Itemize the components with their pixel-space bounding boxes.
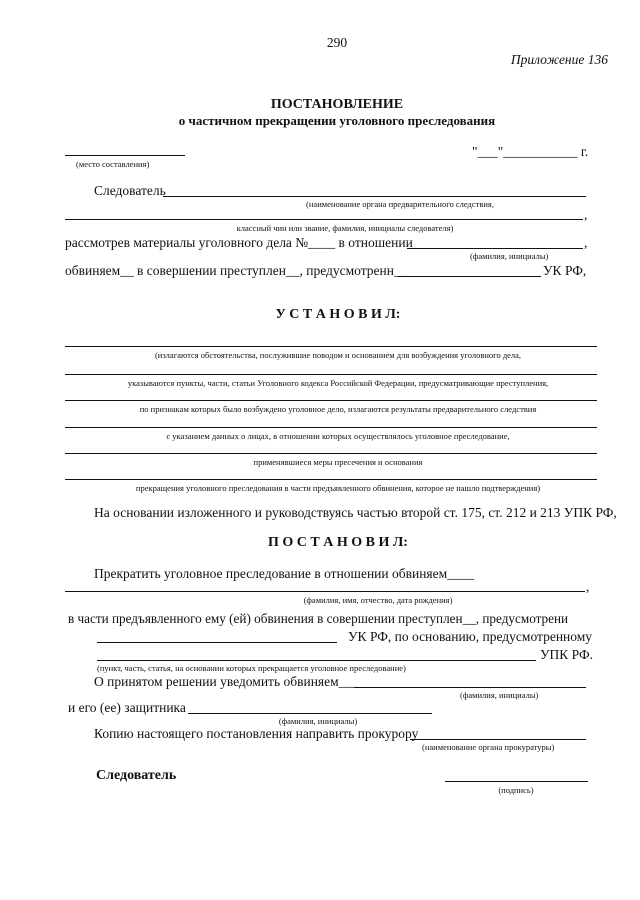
terminate-line: Прекратить уголовное преследование в отношении обвиняем____ (94, 566, 475, 581)
established-hint-2: указываются пункты, части, статьи Уголовного кодекса Российской Федерации, предусматривающие преступления, (127, 378, 549, 388)
terminate-name-line (65, 591, 585, 592)
name-hint: (фамилия, инициалы) (470, 251, 549, 261)
copy-line: Копию настоящего постановления направить прокурору (94, 726, 419, 741)
established-line-6 (65, 479, 597, 480)
accused-article-line (398, 276, 541, 277)
decided-heading: П О С Т А Н О В И Л: (268, 535, 408, 550)
considered-name-line (407, 248, 583, 249)
prosecutor-line (410, 739, 586, 740)
established-line-5 (65, 453, 597, 454)
uk-rf-label: УК РФ, (543, 263, 587, 278)
notify-line: О принятом решении уведомить обвиняем___ (94, 674, 359, 689)
clause-hint: (пункт, часть, статья, на основании которых прекращается уголовное преследование) (97, 663, 406, 673)
defender-name-hint: (фамилия, инициалы) (278, 716, 358, 726)
established-line-3 (65, 400, 597, 401)
notify-name-hint: (фамилия, инициалы) (460, 690, 539, 700)
investigator-line (163, 196, 586, 197)
place-hint: (место составления) (76, 159, 150, 169)
signature-line (445, 781, 588, 782)
defender-line: и его (ее) защитника (68, 700, 186, 715)
document-subtitle: о частичном прекращении уголовного преследования (178, 113, 496, 128)
signature-role: Следователь (96, 768, 177, 783)
basis-line: На основании изложенного и руководствуясь частью второй ст. 175, ст. 212 и 213 УПК РФ, (94, 505, 617, 520)
established-line-1 (65, 346, 597, 347)
established-hint-3: по признакам которых было возбуждено уголовное дело, излагаются результаты предварительного следствия (139, 404, 537, 414)
investigator-label: Следователь (94, 183, 166, 198)
considered-line: рассмотрев материалы уголовного дела №____ в отношении (65, 235, 413, 250)
page-number: 290 (326, 35, 348, 50)
date-field: "___"___________ г. (472, 144, 589, 159)
accused-line: обвиняем__ в совершении преступлен__, предусмотренн__ (65, 263, 408, 278)
charge-basis-line (97, 660, 536, 661)
terminate-comma: , (586, 579, 590, 594)
established-hint-4: с указанием данных о лицах, в отношении которых осуществлялось уголовное преследование, (166, 431, 510, 441)
established-hint-1: (излагаются обстоятельства, послужившие поводом и основанием для возбуждения уголовного дела, (154, 350, 522, 360)
charge-line: в части предъявленного ему (ей) обвинения в совершении преступлен__, предусмотрени (68, 611, 569, 626)
full-name-hint: (фамилия, имя, отчество, дата рождения) (303, 595, 453, 605)
rank-line (65, 219, 583, 220)
rank-line-comma: , (584, 207, 588, 222)
appendix-label: Приложение 136 (510, 52, 608, 67)
upk-rf-label: УПК РФ. (540, 647, 594, 662)
established-hint-5: применявшиеся меры пресечения и основания (253, 457, 423, 467)
established-hint-6: прекращения уголовного преследования в части предъявленного обвинения, которое не нашло подтверждения) (135, 483, 541, 493)
charge-article-line (97, 642, 337, 643)
charge-line-2: УК РФ, по основанию, предусмотренному (348, 629, 593, 644)
agency-hint: (наименование органа предварительного следствия, (306, 199, 494, 209)
notify-name-line (354, 687, 586, 688)
rank-hint: классный чин или звание, фамилия, инициалы следователя) (236, 223, 454, 233)
place-line (65, 155, 185, 156)
established-heading: У С Т А Н О В И Л: (275, 307, 401, 322)
prosecutor-hint: (наименование органа прокуратуры) (422, 742, 555, 752)
defender-name-line (188, 713, 432, 714)
established-line-2 (65, 374, 597, 375)
established-line-4 (65, 427, 597, 428)
signature-hint: (подпись) (498, 785, 534, 795)
considered-comma: , (584, 235, 588, 250)
document-title: ПОСТАНОВЛЕНИЕ (270, 97, 404, 112)
